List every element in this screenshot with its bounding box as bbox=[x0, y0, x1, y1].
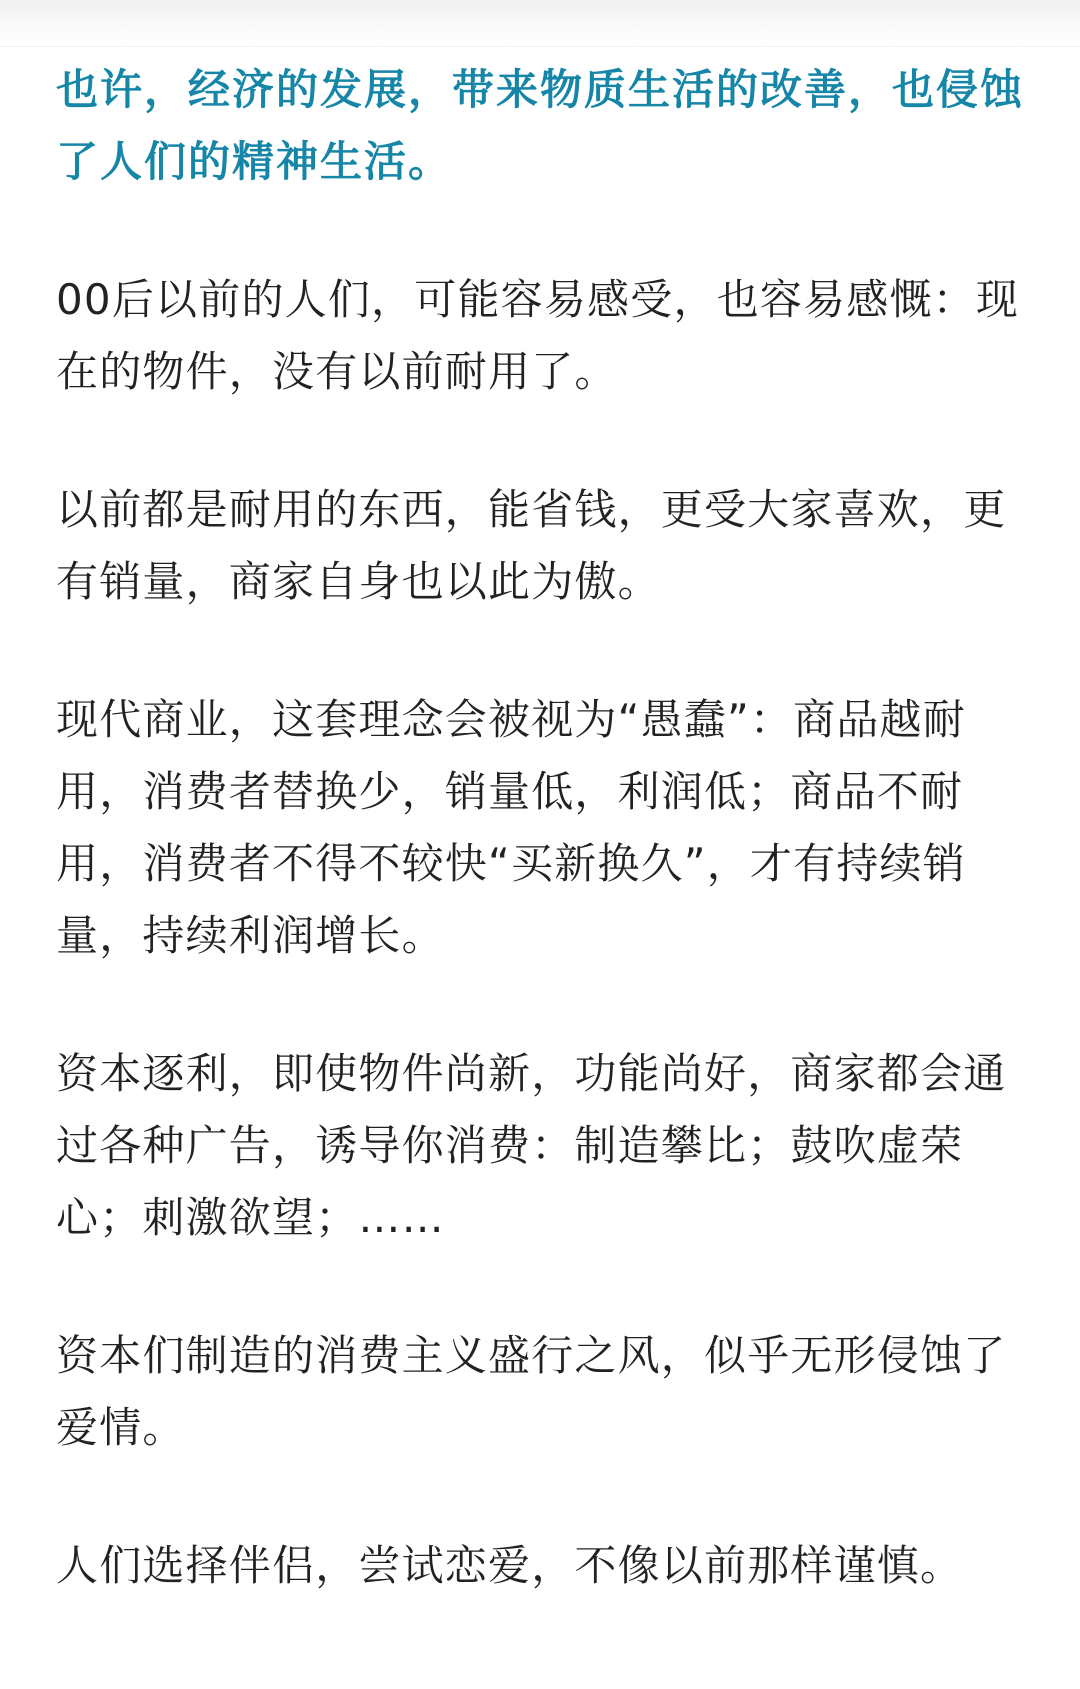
highlight-paragraph: 也许，经济的发展，带来物质生活的改善，也侵蚀了人们的精神生活。 bbox=[56, 65, 1025, 186]
article-body bbox=[56, 54, 1030, 1602]
paragraph-4: 资本逐利，即使物件尚新，功能尚好，商家都会通过各种广告，诱导你消费：制造攀比；鼓吹虚荣心；刺激欲望；…… bbox=[56, 1049, 1007, 1242]
paragraph-1: 00后以前的人们，可能容易感受，也容易感慨：现在的物件，没有以前耐用了。 bbox=[56, 275, 1020, 396]
paragraph-5: 资本们制造的消费主义盛行之风，似乎无形侵蚀了爱情。 bbox=[56, 1331, 1007, 1452]
paragraph-6: 人们选择伴侣，尝试恋爱，不像以前那样谨慎。 bbox=[56, 1541, 964, 1590]
paragraph-gap bbox=[56, 618, 1030, 684]
paragraph-gap bbox=[56, 1254, 1030, 1320]
paragraph-gap bbox=[56, 408, 1030, 474]
top-divider bbox=[0, 0, 1080, 47]
paragraph-2: 以前都是耐用的东西，能省钱，更受大家喜欢，更有销量，商家自身也以此为傲。 bbox=[56, 485, 1007, 606]
paragraph-gap bbox=[56, 198, 1030, 264]
paragraph-gap bbox=[56, 972, 1030, 1038]
paragraph-3: 现代商业，这套理念会被视为“愚蠢”：商品越耐用，消费者替换少，销量低，利润低；商品不耐用，消费者不得不较快“买新换久”，才有持续销量，持续利润增长。 bbox=[56, 695, 966, 960]
paragraph-gap bbox=[56, 1464, 1030, 1530]
